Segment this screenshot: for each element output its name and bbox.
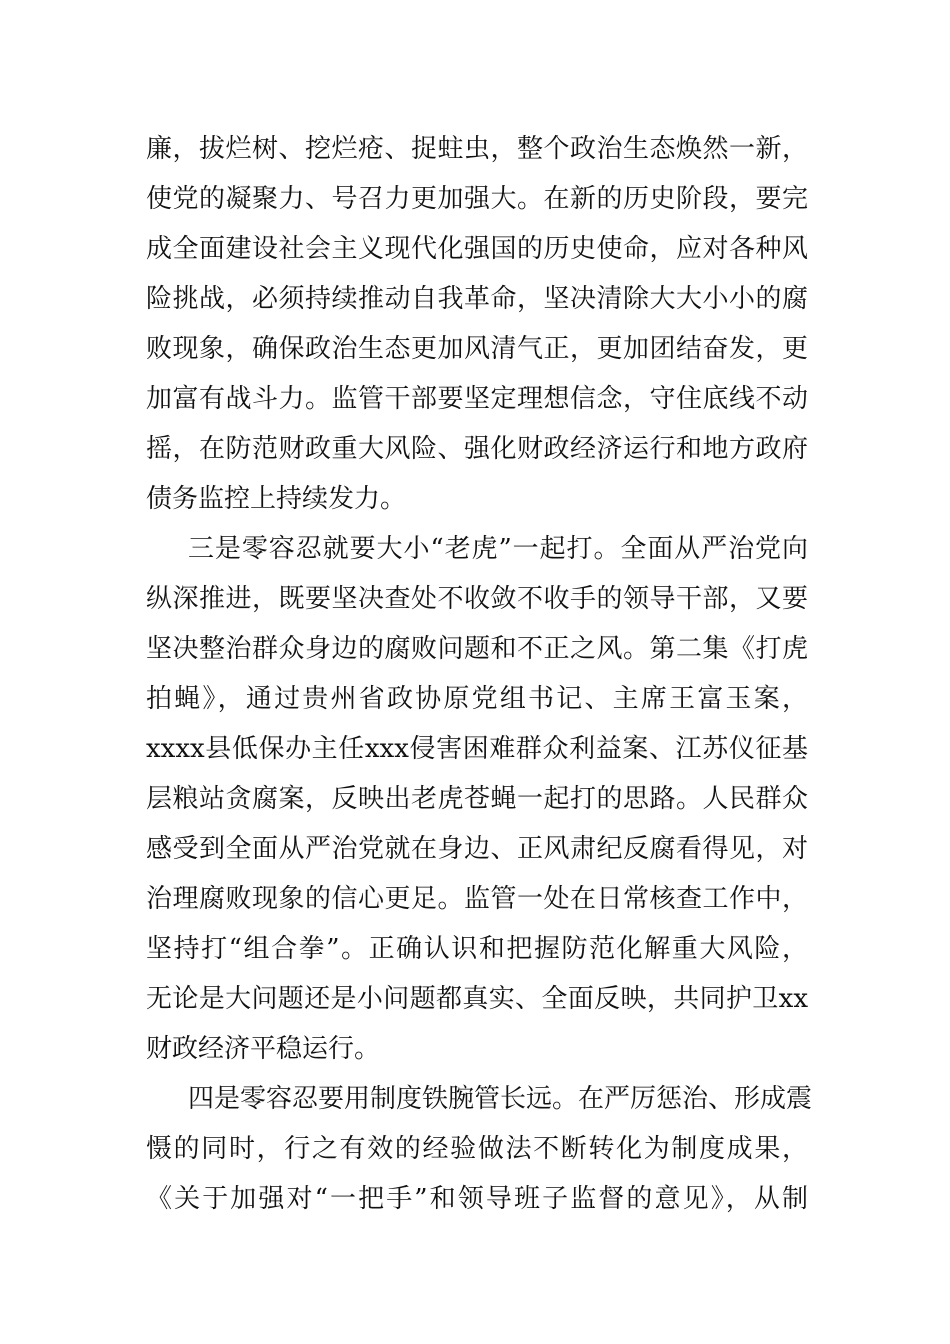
text-line: 感受到全面从严治党就在身边、正风肃纪反腐看得见，对 bbox=[146, 834, 808, 864]
text-line: 纵深推进，既要坚决查处不收敛不收手的领导干部，又要 bbox=[146, 584, 808, 614]
text-line: 慑的同时，行之有效的经验做法不断转化为制度成果， bbox=[146, 1134, 808, 1164]
text-line: xxxx县低保办主任xxx侵害困难群众利益案、江苏仪征基 bbox=[146, 734, 808, 764]
text-line: 三是零容忍就要大小“老虎”一起打。全面从严治党向 bbox=[188, 534, 808, 564]
text-line: 层粮站贪腐案，反映出老虎苍蝇一起打的思路。人民群众 bbox=[146, 784, 808, 814]
text-line: 无论是大问题还是小问题都真实、全面反映，共同护卫xx bbox=[146, 984, 808, 1014]
paragraph-2 bbox=[146, 524, 808, 1074]
text-line: 治理腐败现象的信心更足。监管一处在日常核查工作中， bbox=[146, 884, 808, 914]
text-line: 坚持打“组合拳”。正确认识和把握防范化解重大风险， bbox=[146, 934, 808, 964]
text-line: 使党的凝聚力、号召力更加强大。在新的历史阶段，要完 bbox=[146, 184, 808, 214]
text-line: 成全面建设社会主义现代化强国的历史使命，应对各种风 bbox=[146, 234, 808, 264]
text-line: 加富有战斗力。监管干部要坚定理想信念，守住底线不动 bbox=[146, 384, 808, 414]
text-line: 《关于加强对“一把手”和领导班子监督的意见》，从制 bbox=[146, 1184, 808, 1214]
text-line: 廉，拔烂树、挖烂疮、捉蛀虫，整个政治生态焕然一新， bbox=[146, 134, 808, 164]
text-line: 险挑战，必须持续推动自我革命，坚决清除大大小小的腐 bbox=[146, 284, 808, 314]
text-line: 财政经济平稳运行。 bbox=[146, 1034, 381, 1064]
text-line: 摇，在防范财政重大风险、强化财政经济运行和地方政府 bbox=[146, 434, 808, 464]
text-line: 败现象，确保政治生态更加风清气正，更加团结奋发，更 bbox=[146, 334, 808, 364]
text-line: 四是零容忍要用制度铁腕管长远。在严厉惩治、形成震 bbox=[188, 1084, 813, 1114]
text-line: 拍蝇》，通过贵州省政协原党组书记、主席王富玉案， bbox=[146, 684, 808, 714]
paragraph-3 bbox=[146, 1074, 813, 1224]
paragraph-1 bbox=[146, 124, 808, 524]
text-line: 债务监控上持续发力。 bbox=[146, 484, 407, 514]
document-body bbox=[146, 124, 813, 1224]
text-line: 坚决整治群众身边的腐败问题和不正之风。第二集《打虎 bbox=[146, 634, 808, 664]
